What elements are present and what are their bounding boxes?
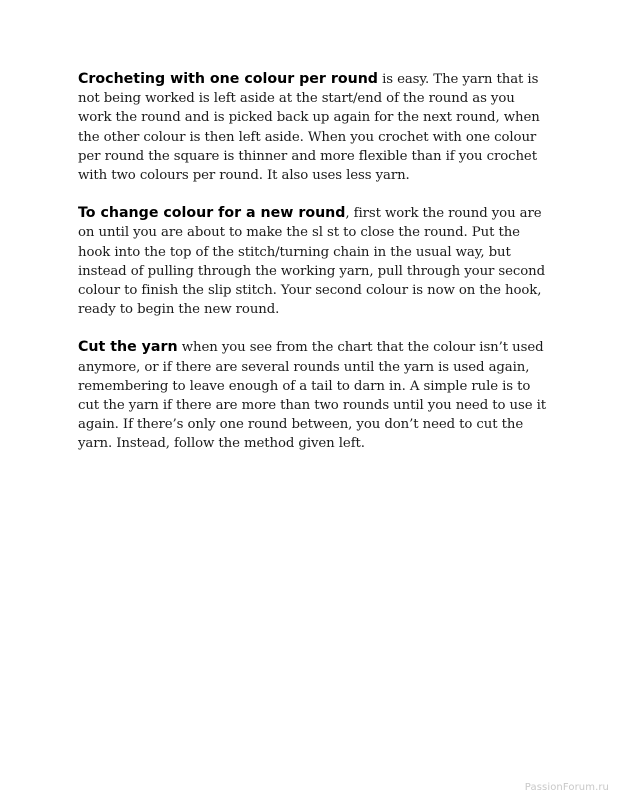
paragraph-change-colour: [78, 204, 548, 319]
paragraph-lead: To change colour for a new round: [78, 205, 346, 222]
paragraph-text: , first work the round you are on until you are about to make the sl st to close the round. Put the hook into the top of the stitch/turning chain in the usual way, but instead of pulling through the working yarn, pull through your second colour to finish the slip stitch. Your second colour is now on the hook, ready to begin the new round.: [78, 206, 546, 318]
paragraph-cut-the-yarn: [78, 338, 548, 453]
paragraph-text: when you see from the chart that the colour isn’t used anymore, or if there are several rounds until the yarn is used again, remembering to leave enough of a tail to darn in. A simple rule is to cut the yarn if there are more than two rounds until you need to use it again. If there’s only one round between, you don’t need to cut the yarn. Instead, follow the method given left.: [78, 340, 546, 452]
paragraph-lead: Crocheting with one colour per round: [78, 71, 378, 87]
paragraph-text: is easy. The yarn that is not being worked is left aside at the start/end of the round as you work the round and is picked back up again for the next round, when the other colour is then left aside. When you crochet with one colour per round the square is thinner and more flexible than if you crochet with two colours per round. It also uses less yarn.: [78, 72, 540, 184]
watermark: PassionForum.ru: [524, 782, 609, 793]
paragraph-one-colour-per-round: [78, 70, 548, 185]
document-body: [78, 70, 548, 454]
paragraph-lead: Cut the yarn: [78, 339, 178, 356]
